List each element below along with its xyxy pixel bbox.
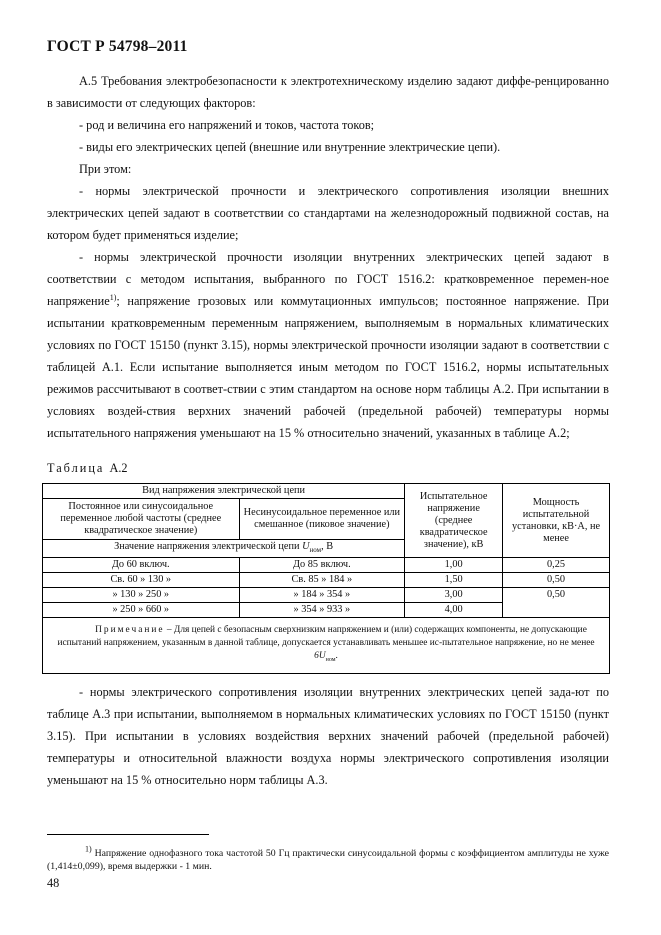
cell-sin: Св. 60 » 130 » [43, 573, 240, 588]
text-bottom [47, 681, 609, 791]
table-caption [47, 461, 128, 476]
cell-nonsin: Св. 85 » 184 » [239, 573, 405, 588]
cell-nonsin: » 354 » 933 » [239, 603, 405, 618]
table-caption-number: А.2 [109, 461, 128, 475]
note-value-sub: ном [325, 656, 336, 663]
footnote-text: Напряжение однофазного тока частотой 50 Гц практически синусоидальной формы с коэффициентом амплитуды не хуже (1,414±0,099), время выдержки - 1 мин. [47, 848, 609, 872]
cell-nonsin: » 184 » 354 » [239, 588, 405, 603]
list-item-circuits: - виды его электрических цепей (внешние или внутренние электрические цепи). [79, 140, 501, 154]
page-number: 48 [47, 876, 60, 890]
cell-sin: » 250 » 660 » [43, 603, 240, 618]
note-value: 6U [314, 651, 326, 662]
footnote [47, 844, 609, 873]
note-label: Примечание [95, 625, 165, 636]
list-item-internal-part1: - нормы электрической прочности изоляции внутренних электрических цепей задают в соответствии с методом испытания, выбранного по ГОСТ 1516.2: кратковременное перемен-ное напряжение [47, 250, 609, 308]
list-item-resistance: - нормы электрического сопротивления изоляции внутренних электрических цепей зада-ют по таблице А.3 при испытании, выполняемом в нормальных климатических условиях по ГОСТ 15150 (пункт 3.15). При испытании в условиях воздействия верхних значений рабочей (предельной рабочей) температуры и относительной влажности воздуха нормы электрического сопротивления изоляции уменьшают на 15 % относительно норм таблицы А.3. [47, 685, 609, 787]
cell-test: 3,00 [405, 588, 503, 603]
document-header: ГОСТ Р 54798–2011 [47, 38, 188, 55]
footnote-mark: 1) [85, 844, 92, 854]
table-row [43, 588, 610, 603]
cell-test: 4,00 [405, 603, 503, 618]
text-top [47, 70, 609, 444]
header-test-voltage: Испытательное напряжение (среднее квадратическое значение), кВ [405, 484, 503, 558]
cell-test: 1,00 [405, 558, 503, 573]
header-sinusoidal: Постоянное или синусоидальное переменное любой частоты (среднее квадратическое значение) [43, 499, 240, 540]
table-note [43, 618, 610, 674]
header-circuit-voltage-unit: , В [321, 541, 334, 552]
note-text: – Для цепей с безопасным сверхнизким напряжением и (или) содержащих компоненты, не допускающие испытаний напряжением, указанным в данной таблице, допускается устанавливать меньшее ис-пытательное напряжение, но не менее [57, 625, 595, 649]
note-end: . [335, 651, 338, 662]
paragraph-a5: А.5 Требования электробезопасности к электротехническому изделию задают диффе-ренцированно в зависимости от следующих факторов: [47, 74, 609, 110]
list-item-external: - нормы электрической прочности и электрического сопротивления изоляции внешних электрических цепей задают в соответствии со стандартами на железнодорожный подвижной состав, на котором будет применяться изделие; [47, 184, 609, 242]
cell-sin: » 130 » 250 » [43, 588, 240, 603]
footnote-divider [47, 834, 209, 835]
header-voltage-type: Вид напряжения электрической цепи [43, 484, 405, 499]
cell-power: 0,25 [503, 558, 610, 573]
table-caption-word: Таблица [47, 461, 105, 475]
list-item-internal-part2: ; напряжение грозовых или коммутационных импульсов; постоянное напряжение. При испытании кратковременным переменным напряжением, выполняемым в нормальных климатических условиях по ГОСТ 15150 (пункт 3.15), нормы электрической прочности изоляции задают в соответствии с таблицей А.1. Если испытание выполняется иным методом по ГОСТ 1516.2, нормы испытательных режимов рассчитывают в соответ-ствии с этим стандартом на основе норм таблицы А.2. При испытании в условиях воздей-ствия верхних значений рабочей (предельной рабочей) температуры нормы испытательного напряжения уменьшают на 15 % относительно значений, указанных в таблице А.2; [47, 294, 609, 440]
header-circuit-voltage-sub: ном [309, 546, 322, 555]
table-row [43, 558, 610, 573]
header-circuit-voltage-text: Значение напряжения электрической цепи [114, 541, 303, 552]
header-circuit-voltage [43, 540, 405, 558]
cell-test: 1,50 [405, 573, 503, 588]
cell-nonsin: До 85 включ. [239, 558, 405, 573]
header-power: Мощность испытательной установки, кВ·А, не менее [503, 484, 610, 558]
voltage-table [42, 483, 610, 674]
list-item-internal [47, 246, 609, 444]
cell-sin: До 60 включ. [43, 558, 240, 573]
table-row [43, 573, 610, 588]
paragraph-pri-etom: При этом: [79, 162, 132, 176]
header-nonsinusoidal: Несинусоидальное переменное или смешанное (пиковое значение) [239, 499, 405, 540]
cell-power: 0,50 [503, 573, 610, 588]
cell-power: 0,50 [503, 588, 610, 618]
footnote-ref: 1) [109, 292, 117, 302]
header-circuit-voltage-symbol: U [302, 541, 310, 552]
list-item-current: - род и величина его напряжений и токов, частота токов; [79, 118, 375, 132]
